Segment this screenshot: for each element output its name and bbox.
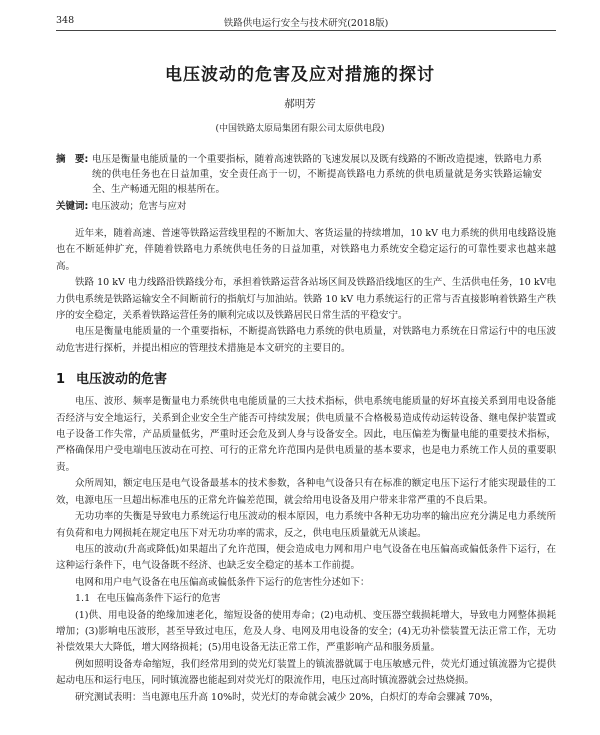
page-number: 348 [56,15,75,26]
subsection-number: 1.1 [75,593,91,605]
paragraph: 研究测试表明：当电源电压升高 10%时，荧光灯的寿命就会减少 20%，白炽灯的寿命会骤减 70%， [75,691,499,703]
keywords-text: 电压波动；危害与应对 [91,201,187,212]
paragraph: 电压的波动(升高或降低)如果超出了允许范围，便会造成电力网和用户电气设备在电压偏高或偏低条件下运行，在这种运行条件下，电气设备既不经济、也缺乏安全稳定的基本工作前提。 [56,543,556,572]
section-heading [56,366,556,394]
running-title: 铁路供电运行安全与技术研究(2018版) [223,18,389,29]
abstract-text: 电压是衡量电能质量的一个重要指标，随着高速铁路的飞速发展以及既有线路的不断改造提速，铁路电力系统的供电任务也在日益加重，安全责任高于一切，不断提高铁路电力系统的供电质量就是务实铁路运输安全、生产畅通无阻的根基所在。 [92,154,542,195]
abstract-label: 摘 要: [56,154,89,165]
paragraph: 电压、波形、频率是衡量电力系统供电电能质量的三大技术指标，供电系统电能质量的好坏直接关系到用电设备能否经济与安全地运行，关系到企业安全生产能否可持续发展；供电质量不合格极易造成传动运转设备、继电保护装置或电子设备工作失常，产品质量低劣，严重时还会危及到人身与设备安全。因此，电压偏差为衡量电能的重要技术指标，严格确保用户受电端电压波动在可控、可行的正常允许范围内是供电质量的基本要求，也是电力系统工作人员的重要职责。 [56,396,556,473]
paragraph: (1)供、用电设备的绝缘加速老化，缩短设备的使用寿命；(2)电动机、变压器空载损耗增大，导致电力网整体损耗增加；(3)影响电压波形，甚至导致过电压，危及人身、电网及用电设备的安全；(4)无功补偿装置无法正常工作，无功补偿效果大大降低，增大网络损耗；(5)用电设备无法正常工作，严重影响产品和服务质量。 [56,609,556,654]
keywords [56,200,542,214]
article-title: 电压波动的危害及应对措施的探讨 [165,65,435,85]
section-number: 1 [56,372,66,388]
paragraph: 电网和用户电气设备在电压偏高或偏低条件下运行的危害性分述如下： [75,576,370,588]
paragraph: 例如照明设备寿命缩短，我们经常用到的荧光灯装置上的镇流器就属于电压敏感元件，荧光灯通过镇流器为它提供起动电压和运行电压，同时镇流器也能起到对荧光灯的限流作用，电压过高时镇流器就会过热烧损。 [56,658,556,687]
paragraph: 铁路 10 kV 电力线路沿铁路线分布，承担着铁路运营各站场区间及铁路沿线地区的生产、生活供电任务，10 kV电力供电系统是铁路运输安全不间断前行的指航灯与加油站。铁路 10 kV 电力系统运行的正常与否直接影响着铁路生产秩序的安全稳定，关系着铁路运营任务的顺利完成以及铁路居民日常生活的平稳安宁。 [56,277,556,322]
paragraph: 电压是衡量电能质量的一个重要指标，不断提高铁路电力系统的供电质量，对铁路电力系统在日常运行中的电压波动危害进行探析，并提出相应的管理技术措施是本文研究的主要目的。 [56,326,556,354]
paragraph: 无功功率的失衡是导致电力系统运行电压波动的根本原因，电力系统中各种无功功率的输出应充分满足电力系统所有负荷和电力网损耗在规定电压下对无功功率的需求，反之，供电电压质量就无从谈起。 [56,511,556,539]
author: 郝明芳 [284,98,316,110]
paragraph: 众所周知，额定电压是电气设备最基本的技术参数，各种电气设备只有在标准的额定电压下运行才能实现最佳的工效，电源电压一旦超出标准电压的正常允许偏差范围，就会给用电设备及用户带来非常严重的不良后果。 [56,478,556,506]
abstract [56,152,542,197]
subsection-heading [56,591,556,607]
running-header [56,12,556,31]
body-text [56,226,556,706]
paragraph: 近年来，随着高速、普速等铁路运营线里程的不断加大、客货运量的持续增加，10 kV 电力系统的供用电线路设施也在不断延伸扩充，伴随着铁路电力系统供电任务的日益加重，对铁路电力系统安全稳定运行的可靠性要求也越来越高。 [56,228,556,272]
affiliation: (中国铁路太原局集团有限公司太原供电段) [215,124,385,134]
keywords-label: 关键词: [56,201,89,212]
section-title: 电压波动的危害 [76,372,168,388]
subsection-title: 在电压偏高条件下运行的危害 [97,593,221,605]
section-spacer [56,357,556,366]
